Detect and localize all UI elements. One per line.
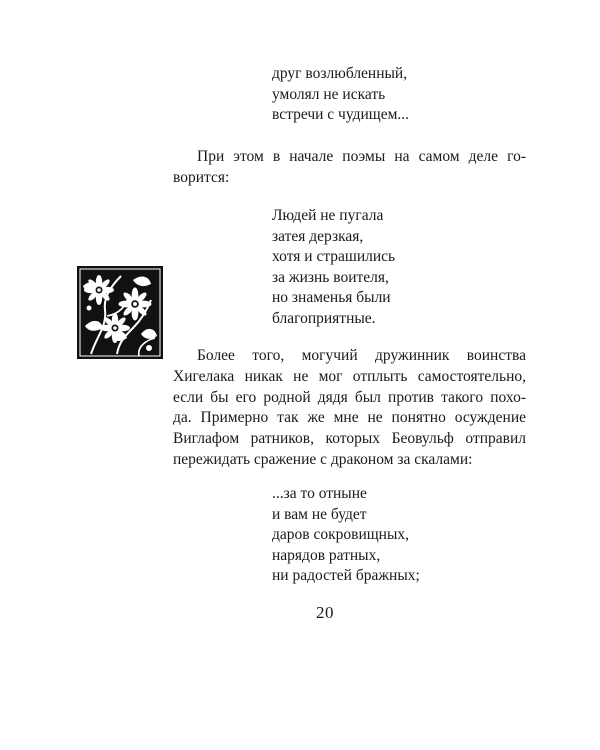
verse-line: но знаменья были	[272, 289, 391, 306]
verse-quote-2	[272, 206, 395, 329]
verse-quote-3	[272, 484, 420, 587]
paragraph-line: Виглафом ратников, которых Беовульф отправил	[173, 430, 526, 448]
verse-line: нарядов ратных,	[272, 546, 381, 564]
paragraph-line: При этом в начале поэмы на самом деле го-	[197, 148, 526, 165]
paragraph-2	[173, 346, 526, 471]
verse-line: затея дерзкая,	[272, 227, 364, 245]
verse-line: умолял не искать	[272, 85, 386, 103]
verse-line: друг возлюбленный,	[272, 65, 408, 82]
verse-line: ни радостей бражных;	[272, 567, 420, 584]
verse-line: благоприятные.	[272, 309, 376, 327]
paragraph-line: Более того, могучий дружинник воинства	[197, 347, 526, 364]
paragraph-line: если бы его родной дядя был против такого похо-	[173, 388, 526, 406]
page-number: 20	[316, 603, 334, 622]
floral-ornament-icon	[77, 266, 163, 359]
verse-quote-1	[272, 64, 409, 126]
verse-line: Людей не пугала	[272, 207, 384, 224]
verse-line: ...за то отныне	[272, 485, 367, 502]
verse-line: за жизнь воителя,	[272, 268, 389, 286]
verse-line: и вам не будет	[272, 505, 367, 523]
paragraph-line: Хигелака никак не мог отплыть самостоятельно,	[173, 367, 526, 385]
paragraph-line: да. Примерно так же мне не понятно осуждение	[173, 409, 526, 427]
paragraph-line: пережидать сражение с драконом за скалами:	[173, 450, 473, 468]
paragraph-line: ворится:	[173, 168, 230, 186]
verse-line: встречи с чудищем...	[272, 106, 410, 123]
verse-line: хотя и страшились	[272, 248, 396, 265]
verse-line: даров сокровищных,	[272, 526, 410, 543]
paragraph-1	[173, 147, 526, 189]
